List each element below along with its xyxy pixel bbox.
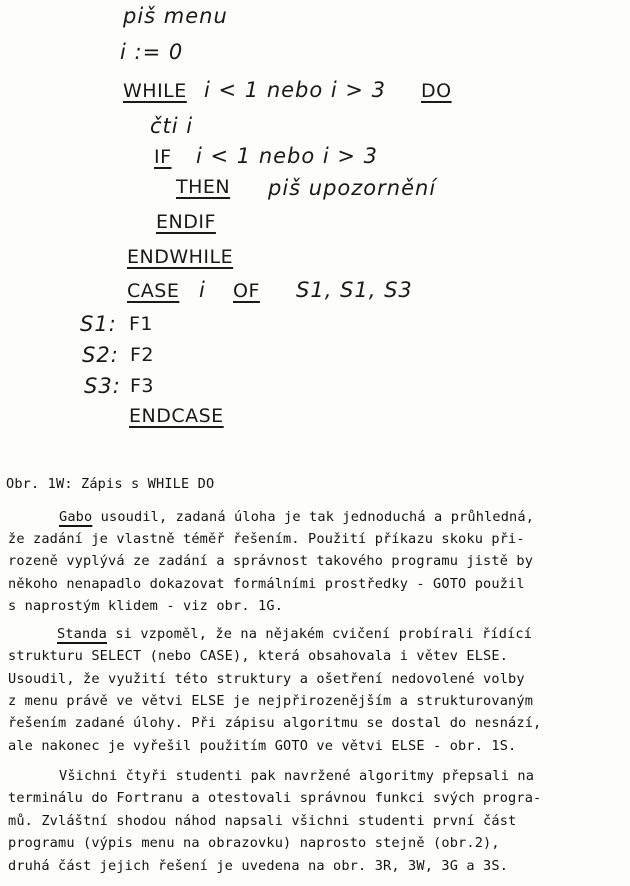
- if-condition: i < 1 nebo i > 3: [196, 144, 379, 168]
- keyword-endcase: ENDCASE: [129, 405, 224, 427]
- case-label-s3: S3:: [84, 374, 121, 398]
- figure-caption: Obr. 1W: Zápis s WHILE DO: [6, 476, 215, 492]
- paragraph-line: ale nakonec je vyřešil použitím GOTO ve větvi ELSE - obr. 1S.: [8, 738, 517, 754]
- paragraph-line: Gabo usoudil, zadaná úloha je tak jednoduchá a průhledná,: [59, 509, 535, 525]
- paragraph-line: Usoudil, že využití této struktury a ošetření nedovolené volby: [8, 671, 525, 687]
- paragraph-line: terminálu do Fortranu a otestovali správnou funkci svých progra-: [8, 790, 542, 806]
- case-branch-f1: F1: [129, 313, 154, 335]
- keyword-do: DO: [421, 80, 452, 102]
- keyword-case: CASE: [127, 280, 180, 302]
- case-branch-f3: F3: [130, 375, 155, 397]
- paragraph-line: s naprostým klidem - viz obr. 1G.: [8, 598, 284, 614]
- name-gabo: Gabo: [59, 509, 93, 525]
- paragraph-line: strukturu SELECT (nebo CASE), která obsahovala i větev ELSE.: [8, 648, 509, 664]
- paragraph-line: Všichni čtyři studenti pak navržené algoritmy přepsali na: [59, 768, 535, 784]
- name-standa: Standa: [57, 626, 108, 642]
- case-labels: S1, S1, S3: [296, 278, 413, 302]
- paragraph-line: rozeně vyplývá ze zadání a správnost takového programu jistě by: [8, 553, 534, 569]
- case-label-s2: S2:: [82, 343, 119, 367]
- keyword-endif: ENDIF: [156, 211, 216, 233]
- case-label-s1: S1:: [80, 312, 117, 336]
- paragraph-line: někoho nenapadlo dokazovat formálními prostředky - GOTO použil: [8, 576, 525, 592]
- paragraph-line: že zadání je vlastně téměř řešením. Použití příkazu skoku při-: [8, 531, 525, 547]
- while-condition: i < 1 nebo i > 3: [204, 78, 387, 102]
- paragraph-line: programu (výpis menu na obrazovku) naprosto stejně (obr.2),: [8, 835, 500, 851]
- case-variable: i: [199, 278, 206, 302]
- paragraph-line: z menu právě ve větvi ELSE je nejpřirozenějším a strukturovaným: [8, 693, 534, 709]
- paragraph-line: Standa si vzpoměl, že na nějakém cvičení probírali řídící: [57, 626, 533, 642]
- paragraph-line: druhá část jejich řešení je uvedena na obr. 3R, 3W, 3G a 3S.: [8, 858, 509, 874]
- keyword-while: WHILE: [123, 80, 187, 102]
- keyword-if: IF: [154, 146, 172, 168]
- paragraph-line: řešením zadané úlohy. Při zápisu algoritmu se dostal do nesnází,: [8, 715, 542, 731]
- paragraph-line: mů. Zvláštní shodou náhod napsali všichni studenti první část: [8, 813, 517, 829]
- line-init-i: i := 0: [120, 40, 184, 64]
- case-branch-f2: F2: [130, 344, 155, 366]
- keyword-of: OF: [233, 280, 260, 302]
- keyword-then: THEN: [176, 176, 231, 198]
- keyword-endwhile: ENDWHILE: [127, 246, 234, 268]
- line-read-i: čti i: [150, 114, 194, 138]
- then-action: piš upozornění: [268, 176, 437, 200]
- line-print-menu: piš menu: [123, 4, 228, 28]
